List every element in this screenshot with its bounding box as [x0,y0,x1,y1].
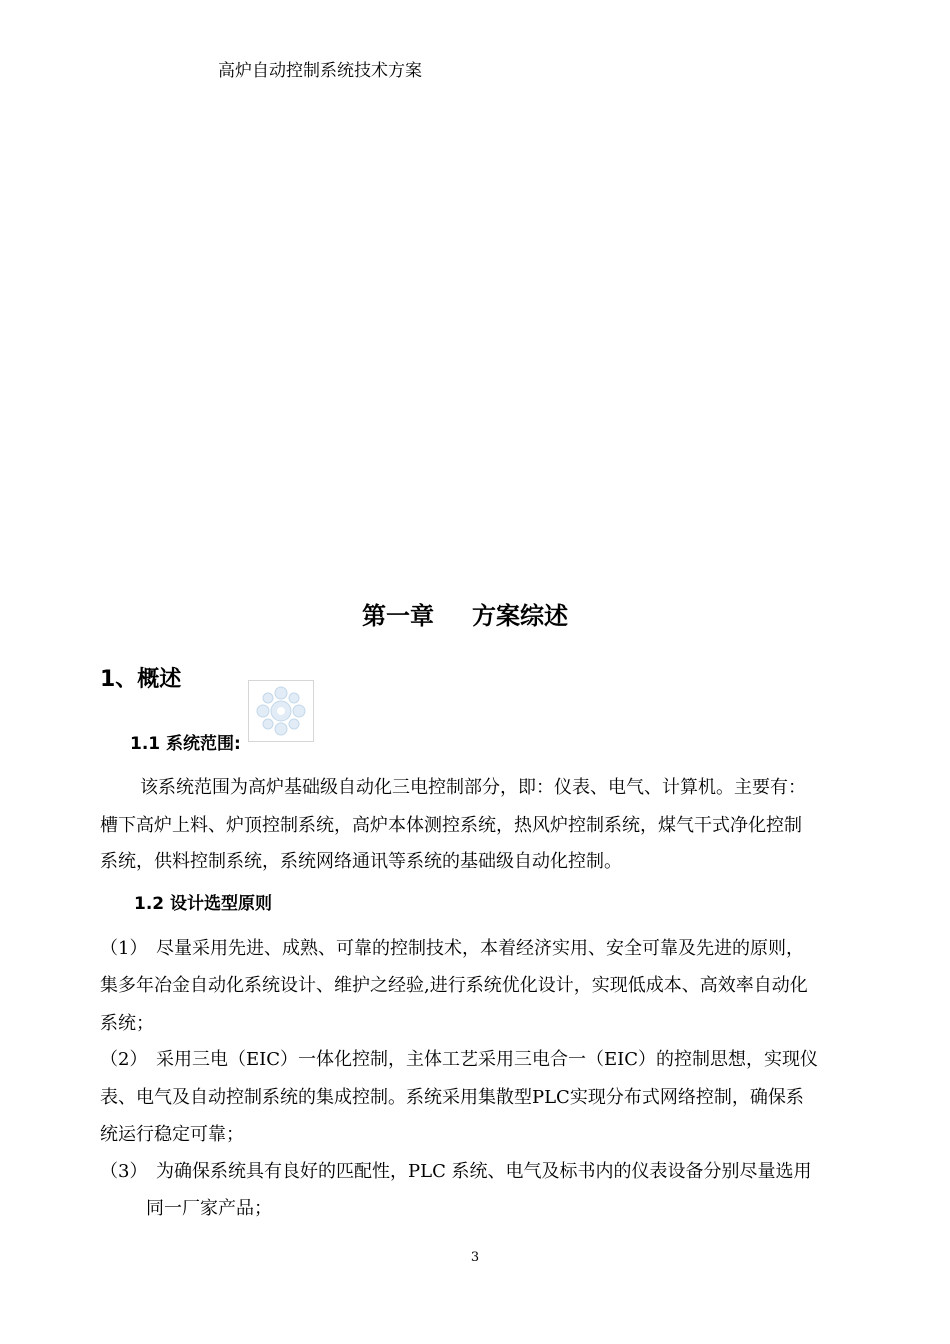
principle-item-2-line: 表、电气及自动控制系统的集成控制。系统采用集散型PLC实现分布式网络控制，确保系 [100,1087,804,1108]
subsection-heading-scope: 1.1 系统范围: [130,734,241,754]
list-marker: （3） [100,1161,148,1182]
list-item-text: 尽量采用先进、成熟、可靠的控制技术，本着经济实用、安全可靠及先进的原则， [156,938,804,959]
principle-item-2-line: 统运行稳定可靠； [100,1124,244,1145]
list-item-text: 为确保系统具有良好的匹配性，PLC 系统、电气及标书内的仪表设备分别尽量选用 [156,1161,812,1182]
snowflake-icon [249,681,313,741]
scope-paragraph-line: 槽下高炉上料、炉顶控制系统，高炉本体测控系统，热风炉控制系统，煤气干式净化控制 [100,815,802,836]
page-number: 3 [470,1250,480,1265]
list-marker: （2） [100,1049,148,1070]
principle-item-1-line: 集多年冶金自动化系统设计、维护之经验,进行系统优化设计，实现低成本、高效率自动化 [100,975,808,996]
section-heading: 1、概述 [100,667,182,692]
running-header: 高炉自动控制系统技术方案 [218,61,422,81]
chapter-number: 第一章 [362,602,434,630]
list-item-text: 采用三电（EIC）一体化控制，主体工艺采用三电合一（EIC）的控制思想，实现仪 [156,1049,819,1070]
decorative-emblem-image [248,680,314,742]
principle-item-2-line [100,1048,818,1072]
principle-item-3-line: 同一厂家产品； [146,1198,272,1219]
scope-paragraph-line: 该系统范围为高炉基础级自动化三电控制部分，即：仪表、电气、计算机。主要有： [140,777,806,798]
scope-paragraph-line: 系统，供料控制系统，系统网络通讯等系统的基础级自动化控制。 [100,851,622,872]
subsection-heading-principles: 1.2 设计选型原则 [134,894,273,914]
principle-item-3-line [100,1160,812,1184]
principle-item-1-line: 系统； [100,1013,154,1034]
chapter-title [0,596,930,631]
principle-item-1-line [100,937,804,961]
chapter-name: 方案综述 [472,602,568,630]
list-marker: （1） [100,938,148,959]
